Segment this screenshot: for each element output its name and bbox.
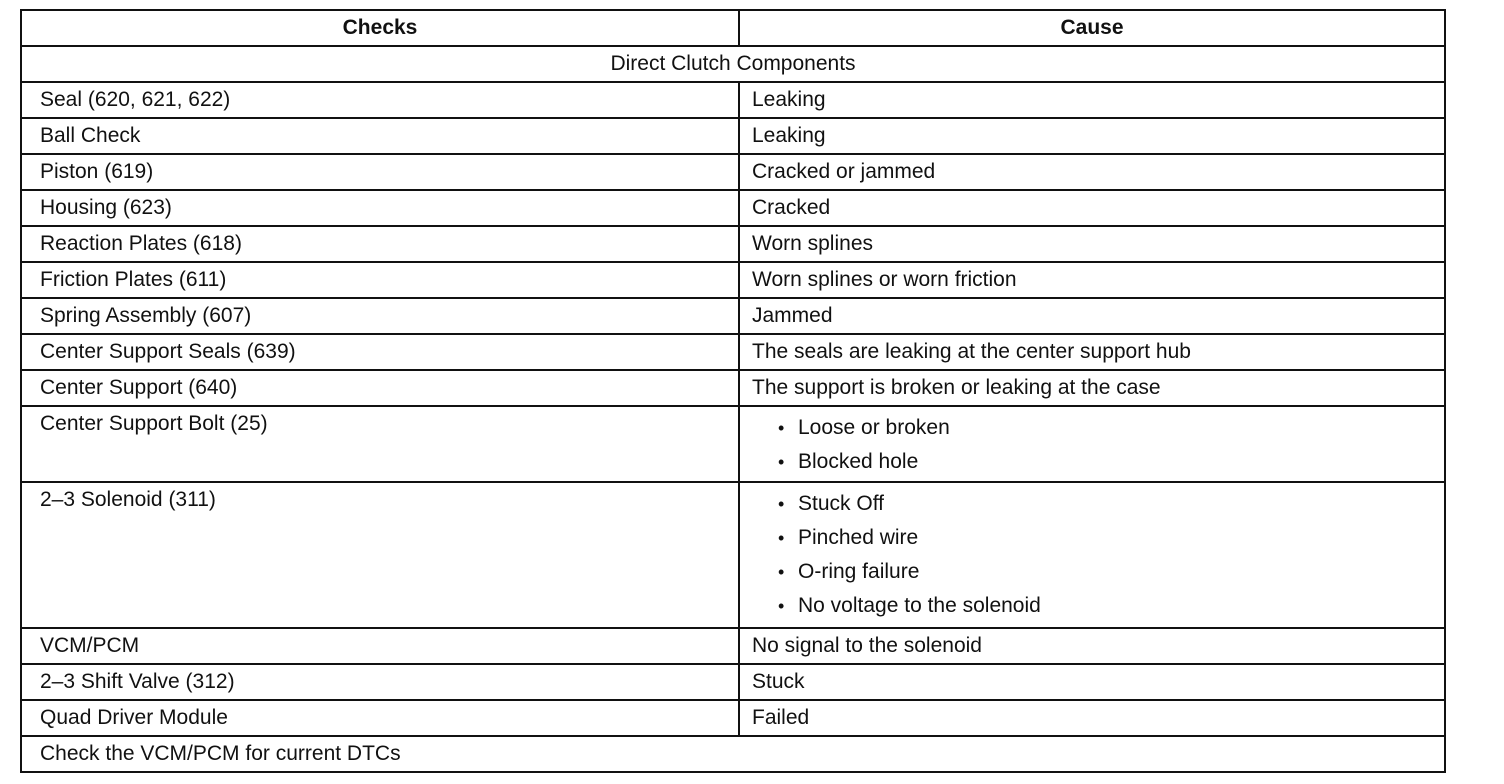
- cause-cell: Failed: [739, 700, 1445, 736]
- cause-cell: Cracked: [739, 190, 1445, 226]
- table-row: [21, 664, 1445, 700]
- list-item: • O-ring failure: [776, 555, 1434, 589]
- footer-row: [21, 736, 1445, 772]
- list-item: • Stuck Off: [776, 487, 1434, 521]
- check-cell: Seal (620, 621, 622): [21, 82, 739, 118]
- check-cell: Quad Driver Module: [21, 700, 739, 736]
- cause-cell: [739, 482, 1445, 628]
- table-row: [21, 628, 1445, 664]
- table-row: [21, 482, 1445, 628]
- cause-list: [752, 487, 1434, 623]
- cause-list: [752, 411, 1434, 479]
- table-row: [21, 226, 1445, 262]
- cause-cell: Worn splines or worn friction: [739, 262, 1445, 298]
- cause-cell: Stuck: [739, 664, 1445, 700]
- table-row: [21, 118, 1445, 154]
- cause-cell: Jammed: [739, 298, 1445, 334]
- section-row: [21, 46, 1445, 82]
- table-row: [21, 262, 1445, 298]
- check-cell: Center Support Bolt (25): [21, 406, 739, 482]
- table-row: [21, 154, 1445, 190]
- list-item: • No voltage to the solenoid: [776, 589, 1434, 623]
- cause-cell: The seals are leaking at the center support hub: [739, 334, 1445, 370]
- cause-cell: Leaking: [739, 118, 1445, 154]
- cause-cell: Cracked or jammed: [739, 154, 1445, 190]
- table-row: [21, 334, 1445, 370]
- check-cell: 2–3 Solenoid (311): [21, 482, 739, 628]
- cause-cell: Leaking: [739, 82, 1445, 118]
- list-item: • Blocked hole: [776, 445, 1434, 479]
- cause-cell: The support is broken or leaking at the case: [739, 370, 1445, 406]
- check-cell: Reaction Plates (618): [21, 226, 739, 262]
- table-row: [21, 82, 1445, 118]
- checks-header: Checks: [21, 10, 739, 46]
- diagnostic-table: [20, 9, 1446, 773]
- check-cell: Piston (619): [21, 154, 739, 190]
- table-row: [21, 406, 1445, 482]
- check-cell: Center Support (640): [21, 370, 739, 406]
- table-row: [21, 190, 1445, 226]
- list-item: • Pinched wire: [776, 521, 1434, 555]
- section-title: Direct Clutch Components: [21, 46, 1445, 82]
- cause-cell: No signal to the solenoid: [739, 628, 1445, 664]
- header-row: [21, 10, 1445, 46]
- check-cell: VCM/PCM: [21, 628, 739, 664]
- cause-header: Cause: [739, 10, 1445, 46]
- check-cell: Ball Check: [21, 118, 739, 154]
- check-cell: Housing (623): [21, 190, 739, 226]
- table-row: [21, 298, 1445, 334]
- list-item: • Loose or broken: [776, 411, 1434, 445]
- table-row: [21, 370, 1445, 406]
- check-cell: Center Support Seals (639): [21, 334, 739, 370]
- cause-cell: [739, 406, 1445, 482]
- check-cell: Friction Plates (611): [21, 262, 739, 298]
- footer-note: Check the VCM/PCM for current DTCs: [21, 736, 1445, 772]
- cause-cell: Worn splines: [739, 226, 1445, 262]
- table-row: [21, 700, 1445, 736]
- check-cell: 2–3 Shift Valve (312): [21, 664, 739, 700]
- check-cell: Spring Assembly (607): [21, 298, 739, 334]
